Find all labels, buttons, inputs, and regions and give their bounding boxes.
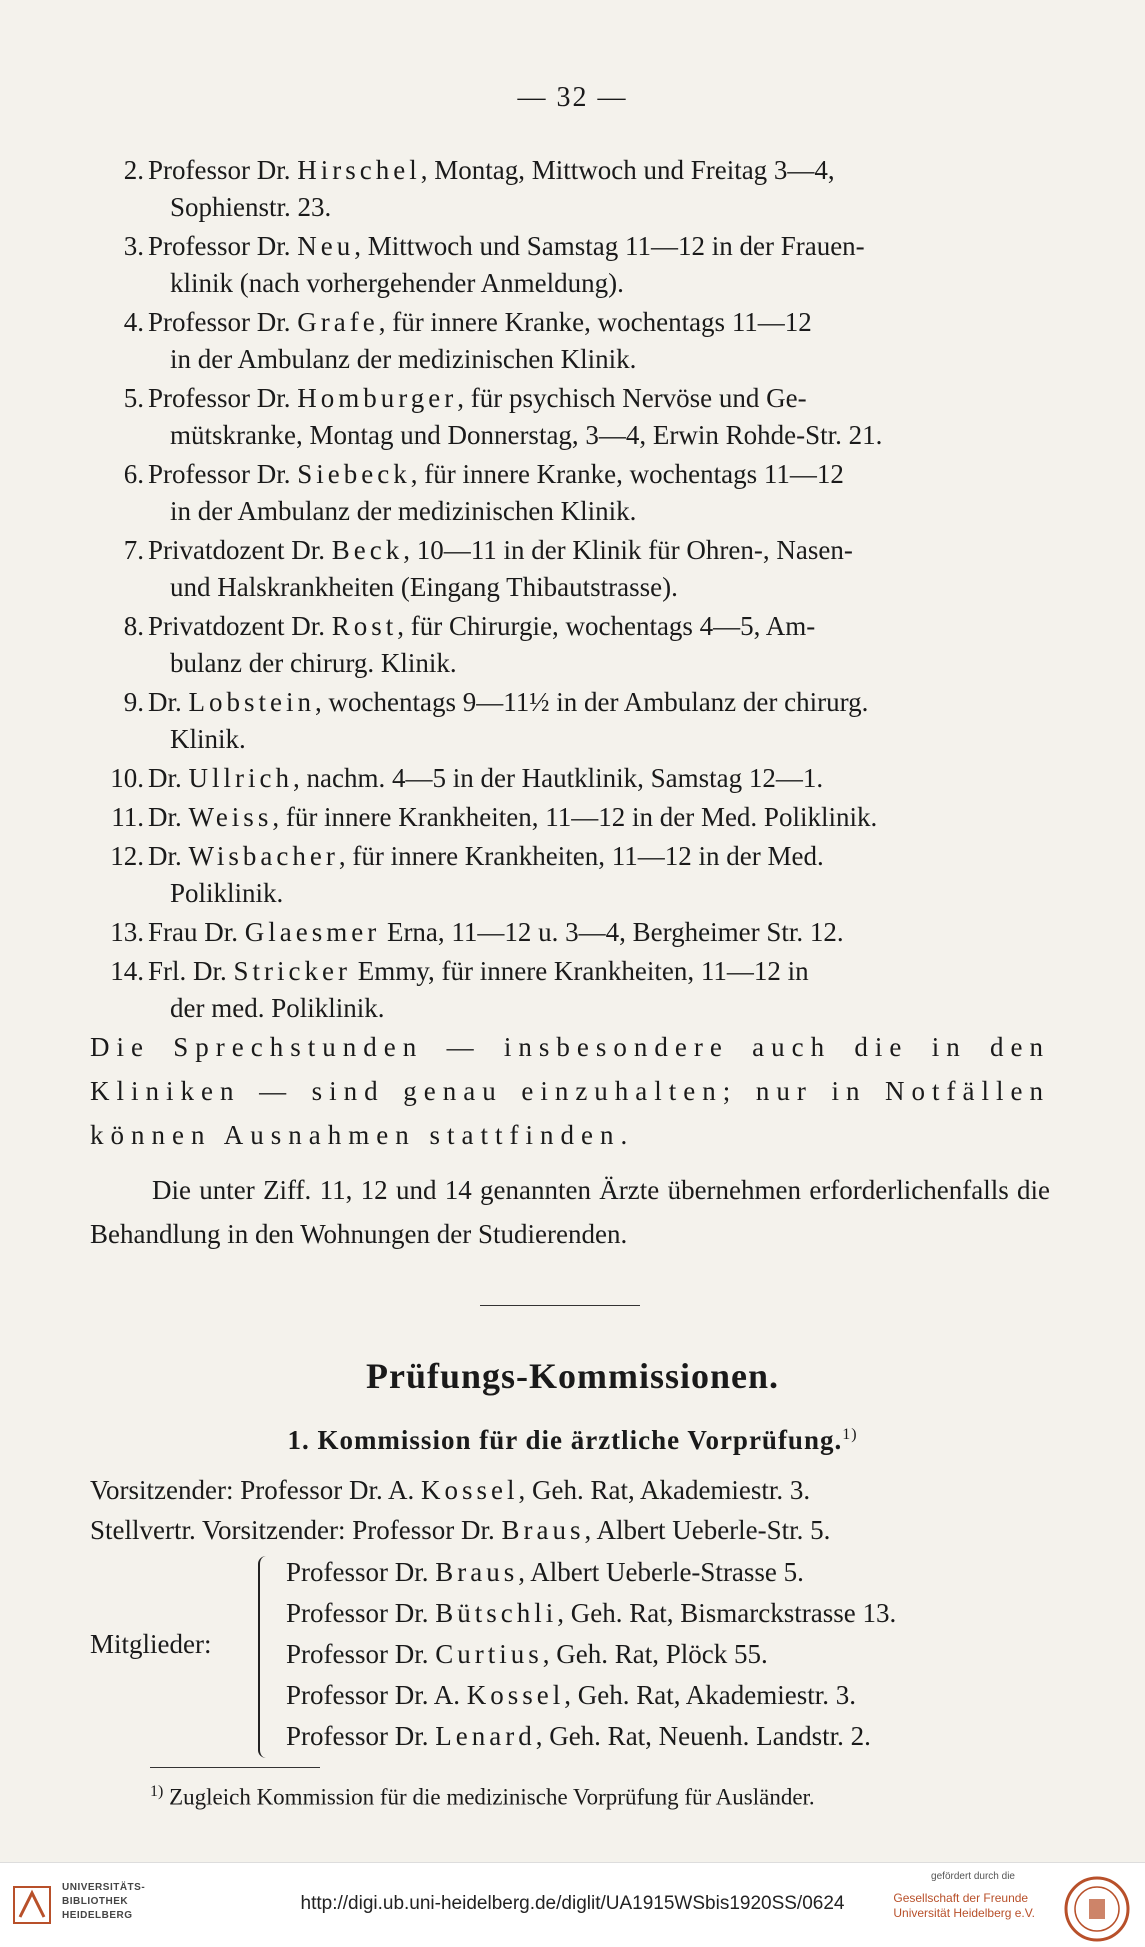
doctor-name: Ullrich [188,763,293,793]
house-visits-paragraph: Die unter Ziff. 11, 12 und 14 genannten Ärzte übernehmen erforderlichenfalls die Behandlung in den Wohnungen der Studierenden. [90,1175,1050,1249]
list-item [100,914,1055,951]
item-number: 10. [110,763,144,793]
source-url-link[interactable]: http://digi.ub.uni-heidelberg.de/diglit/UA1915WSbis1920SS/0624 [300,1893,845,1914]
vice-chair-rest: , Albert Ueberle-Str. 5. [584,1515,831,1545]
doctor-title: Dr. [148,841,182,871]
doctor-details: , wochentags 9—11½ in der Ambulanz der chirurg. [315,687,869,717]
doctor-name: Siebeck [297,459,411,489]
item-continuation: mütskranke, Montag und Donnerstag, 3—4, Erwin Rohde-Str. 21. [170,420,883,450]
member-details: , Geh. Rat, Akademiestr. 3. [564,1680,856,1710]
member-title: Professor Dr. [286,1721,429,1751]
item-number: 11. [111,802,144,832]
member-details: , Geh. Rat, Bismarckstrasse 13. [557,1598,897,1628]
doctor-title: Privatdozent Dr. [148,611,325,641]
doctor-details: , für psychisch Nervöse und Ge- [457,383,807,413]
digitization-footer [0,1862,1145,1947]
list-item [100,608,1055,682]
doctor-name: Neu [297,231,355,261]
item-text [148,838,1055,875]
doctor-name: Grafe [297,307,379,337]
doctor-title: Privatdozent Dr. [148,535,325,565]
page-number: — 32 — [517,82,628,113]
doctor-details: , für innere Kranke, wochentags 11—12 [410,459,844,489]
item-text [148,799,1055,836]
sponsor-intro: gefördert durch die [931,1871,1015,1882]
item-number: 12. [110,841,144,871]
item-text [148,380,1055,417]
member-title: Professor Dr. [286,1598,429,1628]
member-details: , Geh. Rat, Neuenh. Landstr. 2. [535,1721,871,1751]
list-item [100,228,1055,302]
item-text [148,953,1055,990]
footnote-ref: 1) [842,1426,858,1443]
doctor-title: Dr. [148,687,182,717]
members-brace [258,1556,272,1758]
university-seal-icon [1063,1875,1131,1943]
doctor-details: , für innere Krankheiten, 11—12 in der Med. [338,841,824,871]
section-heading: Prüfungs-Kommissionen. [365,1356,780,1396]
doctor-title: Professor Dr. [148,231,291,261]
doctor-details: , für innere Kranke, wochentags 11—12 [378,307,812,337]
doctor-details: Erna, 11—12 u. 3—4, Bergheimer Str. 12. [380,917,844,947]
doctor-details: Emmy, für innere Krankheiten, 11—12 in [351,956,809,986]
doctor-name: Wisbacher [188,841,339,871]
item-continuation: in der Ambulanz der medizinischen Klinik. [170,496,637,526]
item-continuation: der med. Poliklinik. [170,993,385,1023]
members-list [286,1552,896,1757]
item-number: 3. [123,231,144,261]
doctor-name: Rost [331,611,398,641]
member-item [286,1716,896,1757]
item-continuation: Poliklinik. [170,878,284,908]
member-item [286,1675,896,1716]
doctor-title: Dr. [148,802,182,832]
item-continuation: in der Ambulanz der medizinischen Klinik. [170,344,637,374]
footnote-text: Zugleich Kommission für die medizinische Vorprüfung für Ausländer. [169,1784,815,1810]
item-number: 14. [110,956,144,986]
list-item [100,456,1055,530]
doctor-title: Dr. [148,763,182,793]
list-item [100,532,1055,606]
doctor-name: Beck [331,535,404,565]
item-continuation: klinik (nach vorhergehender Anmeldung). [170,268,624,298]
item-text [148,684,1055,721]
section-divider [480,1305,640,1306]
members-label: Mitglieder: [90,1629,212,1659]
item-number: 13. [110,917,144,947]
member-title: Professor Dr. [286,1639,429,1669]
doctor-details: , Montag, Mittwoch und Freitag 3—4, [420,155,835,185]
item-text [148,152,1055,189]
item-continuation: Klinik. [170,724,246,754]
commission-title: 1. Kommission für die ärztliche Vorprüfung. [287,1425,843,1455]
doctor-name: Weiss [188,802,273,832]
consultation-hours-list [100,152,1055,1029]
member-name: Kossel [466,1680,565,1710]
member-item [286,1552,896,1593]
library-name: UNIVERSITÄTS- BIBLIOTHEK HEIDELBERG [62,1882,146,1921]
item-text [148,304,1055,341]
doctor-details: , für Chirurgie, wochentags 4—5, Am- [397,611,816,641]
item-number: 8. [123,611,144,641]
member-title: Professor Dr. A. [286,1680,460,1710]
item-number: 7. [123,535,144,565]
list-item [100,684,1055,758]
item-number: 2. [123,155,144,185]
item-continuation: und Halskrankheiten (Eingang Thibautstrasse). [170,572,678,602]
chair-rest: , Geh. Rat, Akademiestr. 3. [518,1475,811,1505]
doctor-name: Homburger [297,383,458,413]
chair-label: Vorsitzender: [90,1475,234,1505]
item-text [148,760,1055,797]
doctor-title: Professor Dr. [148,459,291,489]
vice-chair-line [90,1512,1050,1549]
doctor-title: Professor Dr. [148,155,291,185]
list-item [100,838,1055,912]
doctor-details: , Mittwoch und Samstag 11—12 in der Frauen- [354,231,865,261]
doctor-details: , für innere Krankheiten, 11—12 in der Med. Poliklinik. [272,802,878,832]
member-item [286,1634,896,1675]
list-item [100,799,1055,836]
doctor-title: Professor Dr. [148,383,291,413]
commission-heading [0,1425,1145,1456]
item-number: 5. [123,383,144,413]
vice-chair-label: Stellvertr. Vorsitzender: [90,1515,346,1545]
item-text [148,914,1055,951]
chair-name: Kossel [420,1475,519,1505]
footnote-mark: 1) [150,1783,164,1800]
doctor-name: Lobstein [188,687,315,717]
member-item [286,1593,896,1634]
item-text [148,608,1055,645]
item-number: 9. [123,687,144,717]
list-item [100,953,1055,1027]
item-number: 6. [123,459,144,489]
sponsor-name: Gesellschaft der Freunde Universität Heidelberg e.V. [893,1891,1035,1920]
doctor-name: Hirschel [297,155,421,185]
item-number: 4. [123,307,144,337]
member-title: Professor Dr. [286,1557,429,1587]
doctor-name: Stricker [233,956,351,986]
notice-paragraph: Die Sprechstunden — insbesondere auch die in den Kliniken — sind genau einzuhalten; nur in Notfällen können Ausnahmen stattfinden. [90,1032,1050,1150]
member-name: Braus [435,1557,519,1587]
footnote-rule [150,1767,320,1768]
vice-chair-name: Braus [501,1515,585,1545]
doctor-details: , nachm. 4—5 in der Hautklinik, Samstag 12—1. [292,763,824,793]
list-item [100,152,1055,226]
list-item [100,760,1055,797]
member-name: Bütschli [435,1598,558,1628]
doctor-details: , 10—11 in der Klinik für Ohren-, Nasen- [403,535,853,565]
doctor-name: Glaesmer [244,917,381,947]
member-name: Curtius [435,1639,543,1669]
member-name: Lenard [435,1721,536,1751]
doctor-title: Professor Dr. [148,307,291,337]
item-text [148,228,1055,265]
member-details: , Albert Ueberle-Strasse 5. [518,1557,804,1587]
member-details: , Geh. Rat, Plöck 55. [542,1639,768,1669]
chair-prefix: Professor Dr. A. [240,1475,415,1505]
item-continuation: Sophienstr. 23. [170,192,332,222]
vice-chair-prefix: Professor Dr. [352,1515,495,1545]
doctor-title: Frau Dr. [148,917,238,947]
item-text [148,456,1055,493]
item-text [148,532,1055,569]
doctor-title: Frl. Dr. [148,956,227,986]
footnote [150,1775,815,1815]
chair-line [90,1472,1050,1509]
item-continuation: bulanz der chirurg. Klinik. [170,648,457,678]
list-item [100,304,1055,378]
list-item [100,380,1055,454]
